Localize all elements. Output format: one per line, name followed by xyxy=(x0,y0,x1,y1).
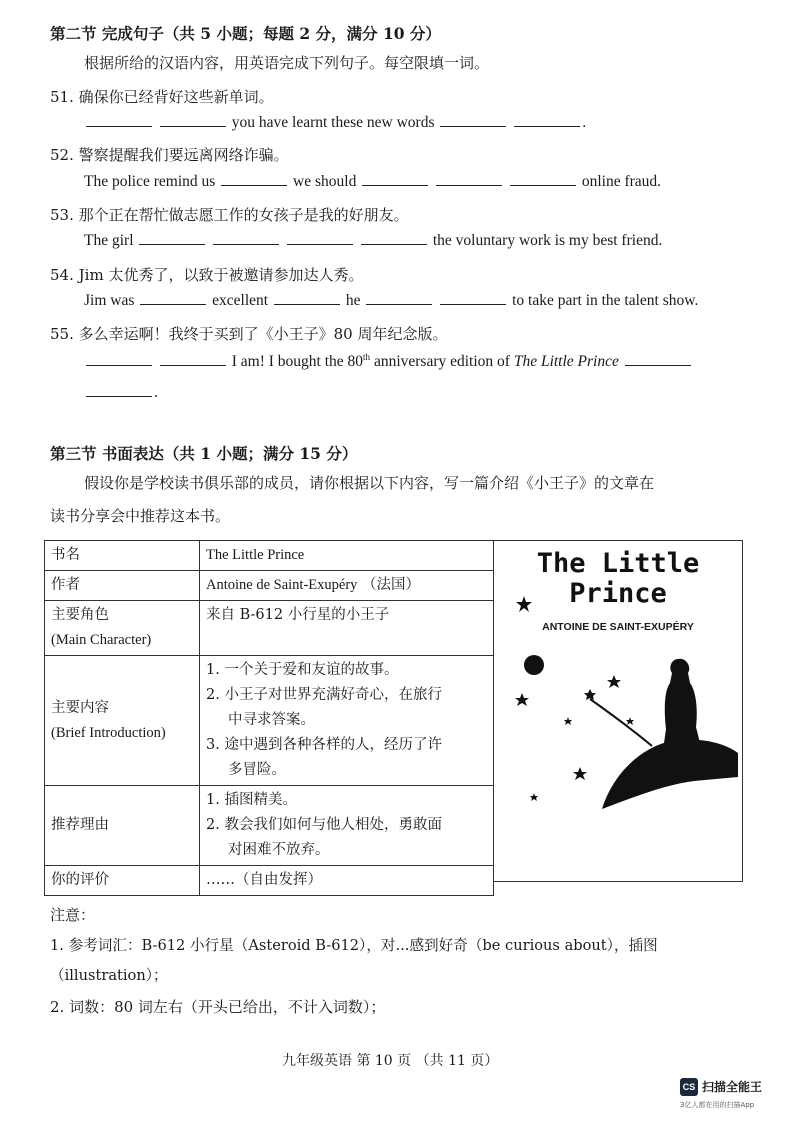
q54-text-c: he xyxy=(345,292,361,309)
q54-prompt xyxy=(50,264,363,285)
answer-blank[interactable] xyxy=(366,303,432,305)
answer-blank[interactable] xyxy=(86,364,152,366)
intro-item: 多冒险。 xyxy=(228,762,286,778)
table-row xyxy=(45,571,494,601)
q55-sentence-cont xyxy=(84,384,158,402)
reason-label: 推荐理由 xyxy=(45,786,200,866)
char-value: 来自 B-612 小行星的小王子 xyxy=(200,601,494,656)
q55-prompt xyxy=(50,323,448,344)
reason-item: 对困难不放弃。 xyxy=(228,842,330,858)
table-row xyxy=(45,601,494,656)
answer-blank[interactable] xyxy=(160,364,226,366)
q54-chinese: Jim 太优秀了，以致于被邀请参加达人秀。 xyxy=(78,266,364,284)
table-row xyxy=(45,786,494,866)
q54-sentence xyxy=(84,292,698,310)
author-note: （法国） xyxy=(362,577,421,593)
rose-stem xyxy=(590,699,652,746)
intro-item: 2. 小王子对世界充满好奇心，在旅行 xyxy=(206,687,442,703)
q52-sentence xyxy=(84,173,661,191)
q55-text-a: I am! I bought the 80 xyxy=(231,353,364,371)
q55-chinese: 多么幸运啊！我终于买到了《小王子》80 周年纪念版。 xyxy=(78,325,448,343)
planet-icon xyxy=(524,655,544,675)
q53-text-b: the voluntary work is my best friend. xyxy=(432,232,663,249)
cover-illustration xyxy=(494,541,742,881)
section3-title: 第三节 书面表达（共 1 小题；满分 15 分） xyxy=(50,444,358,463)
q52-text-c: online fraud. xyxy=(581,173,662,190)
cover-title-line2: Prince xyxy=(569,578,667,609)
answer-blank[interactable] xyxy=(86,125,152,127)
book-value: The Little Prince xyxy=(200,541,494,571)
answer-blank[interactable] xyxy=(139,243,205,245)
review-label: 你的评价 xyxy=(45,866,200,896)
table-row xyxy=(45,656,494,786)
answer-blank[interactable] xyxy=(510,184,576,186)
answer-blank[interactable] xyxy=(274,303,340,305)
answer-blank[interactable] xyxy=(213,243,279,245)
q51-prompt xyxy=(50,86,274,107)
review-value: ……（自由发挥） xyxy=(200,866,494,896)
cover-title-line1: The Little xyxy=(536,548,700,579)
q52-text-b: we should xyxy=(293,173,357,190)
answer-blank[interactable] xyxy=(86,395,152,397)
q55-end: . xyxy=(154,384,158,401)
book-label: 书名 xyxy=(45,541,200,571)
q55-number: 55. xyxy=(50,325,74,343)
q54-number: 54. xyxy=(50,266,74,284)
q55-book-title: The Little Prince xyxy=(513,353,619,371)
q53-text-a: The girl xyxy=(84,232,134,249)
q55-text-b: anniversary edition of xyxy=(373,353,510,371)
answer-blank[interactable] xyxy=(625,364,691,366)
char-label: 主要角色 xyxy=(51,607,109,623)
note-1-line2: （illustration）； xyxy=(50,967,168,984)
hill-silhouette xyxy=(602,740,738,810)
intro-item: 中寻求答案。 xyxy=(228,712,315,728)
q52-number: 52. xyxy=(50,146,74,164)
intro-label: 主要内容 xyxy=(51,699,109,716)
q51-chinese: 确保你已经背好这些新单词。 xyxy=(78,88,274,106)
q55-superscript: th xyxy=(363,352,371,362)
section2-instruction: 根据所给的汉语内容，用英语完成下列句子。每空限填一词。 xyxy=(84,54,490,72)
intro-label-en: (Brief Introduction) xyxy=(51,724,166,741)
q53-prompt xyxy=(50,204,409,225)
camscanner-logo-icon: CS xyxy=(680,1078,698,1096)
answer-blank[interactable] xyxy=(436,184,502,186)
table-row xyxy=(45,866,494,896)
q51-end: . xyxy=(582,114,587,131)
q54-text-d: to take part in the talent show. xyxy=(512,292,699,309)
char-label-en: (Main Character) xyxy=(51,632,152,648)
app-name: 扫描全能王 xyxy=(702,1080,763,1094)
q51-sentence xyxy=(84,114,586,132)
answer-blank[interactable] xyxy=(514,125,580,127)
section3-intro-line1: 假设你是学校读书俱乐部的成员，请你根据以下内容，写一篇介绍《小王子》的文章在 xyxy=(84,474,655,492)
intro-item: 1. 一个关于爱和友谊的故事。 xyxy=(206,662,399,678)
author-label: 作者 xyxy=(45,571,200,601)
prince-silhouette xyxy=(664,659,700,743)
answer-blank[interactable] xyxy=(440,303,506,305)
answer-blank[interactable] xyxy=(361,243,427,245)
q52-text-a: The police remind us xyxy=(84,173,216,190)
app-tagline: 3亿人都在用的扫描App xyxy=(680,1101,755,1109)
q51-number: 51. xyxy=(50,88,74,106)
q53-sentence xyxy=(84,232,662,250)
intro-item: 3. 途中遇到各种各样的人，经历了许 xyxy=(206,737,442,753)
reason-item: 1. 插图精美。 xyxy=(206,792,297,808)
note-2: 2. 词数：80 词左右（开头已给出，不计入词数）； xyxy=(50,998,386,1016)
section3-intro-line2: 读书分享会中推荐这本书。 xyxy=(50,507,231,525)
answer-blank[interactable] xyxy=(440,125,506,127)
q53-number: 53. xyxy=(50,206,74,224)
cover-author: ANTOINE DE SAINT-EXUPÉRY xyxy=(542,621,694,633)
page-footer: 九年级英语 第 10 页 （共 11 页） xyxy=(282,1053,499,1069)
answer-blank[interactable] xyxy=(221,184,287,186)
answer-blank[interactable] xyxy=(160,125,226,127)
answer-blank[interactable] xyxy=(362,184,428,186)
q53-chinese: 那个正在帮忙做志愿工作的女孩子是我的好朋友。 xyxy=(78,206,409,224)
notes-heading: 注意： xyxy=(50,906,96,924)
q55-sentence xyxy=(84,352,693,371)
section2-title: 第二节 完成句子（共 5 小题；每题 2 分，满分 10 分） xyxy=(50,24,441,43)
q54-text-a: Jim was xyxy=(84,292,135,309)
author-value: Antoine de Saint-Exupéry xyxy=(206,577,358,593)
table-row xyxy=(45,541,494,571)
q52-prompt xyxy=(50,144,289,165)
q52-chinese: 警察提醒我们要远离网络诈骗。 xyxy=(78,146,289,164)
answer-blank[interactable] xyxy=(140,303,206,305)
book-cover xyxy=(494,540,743,882)
stars-icon xyxy=(515,596,634,801)
book-info-table xyxy=(44,540,494,896)
q54-text-b: excellent xyxy=(212,292,269,309)
q51-text: you have learnt these new words xyxy=(231,114,435,131)
answer-blank[interactable] xyxy=(287,243,353,245)
note-1-line1: 1. 参考词汇：B-612 小行星（Asteroid B-612），对...感到好奇（be curious about），插图 xyxy=(50,937,658,954)
reason-item: 2. 教会我们如何与他人相处，勇敢面 xyxy=(206,817,442,833)
